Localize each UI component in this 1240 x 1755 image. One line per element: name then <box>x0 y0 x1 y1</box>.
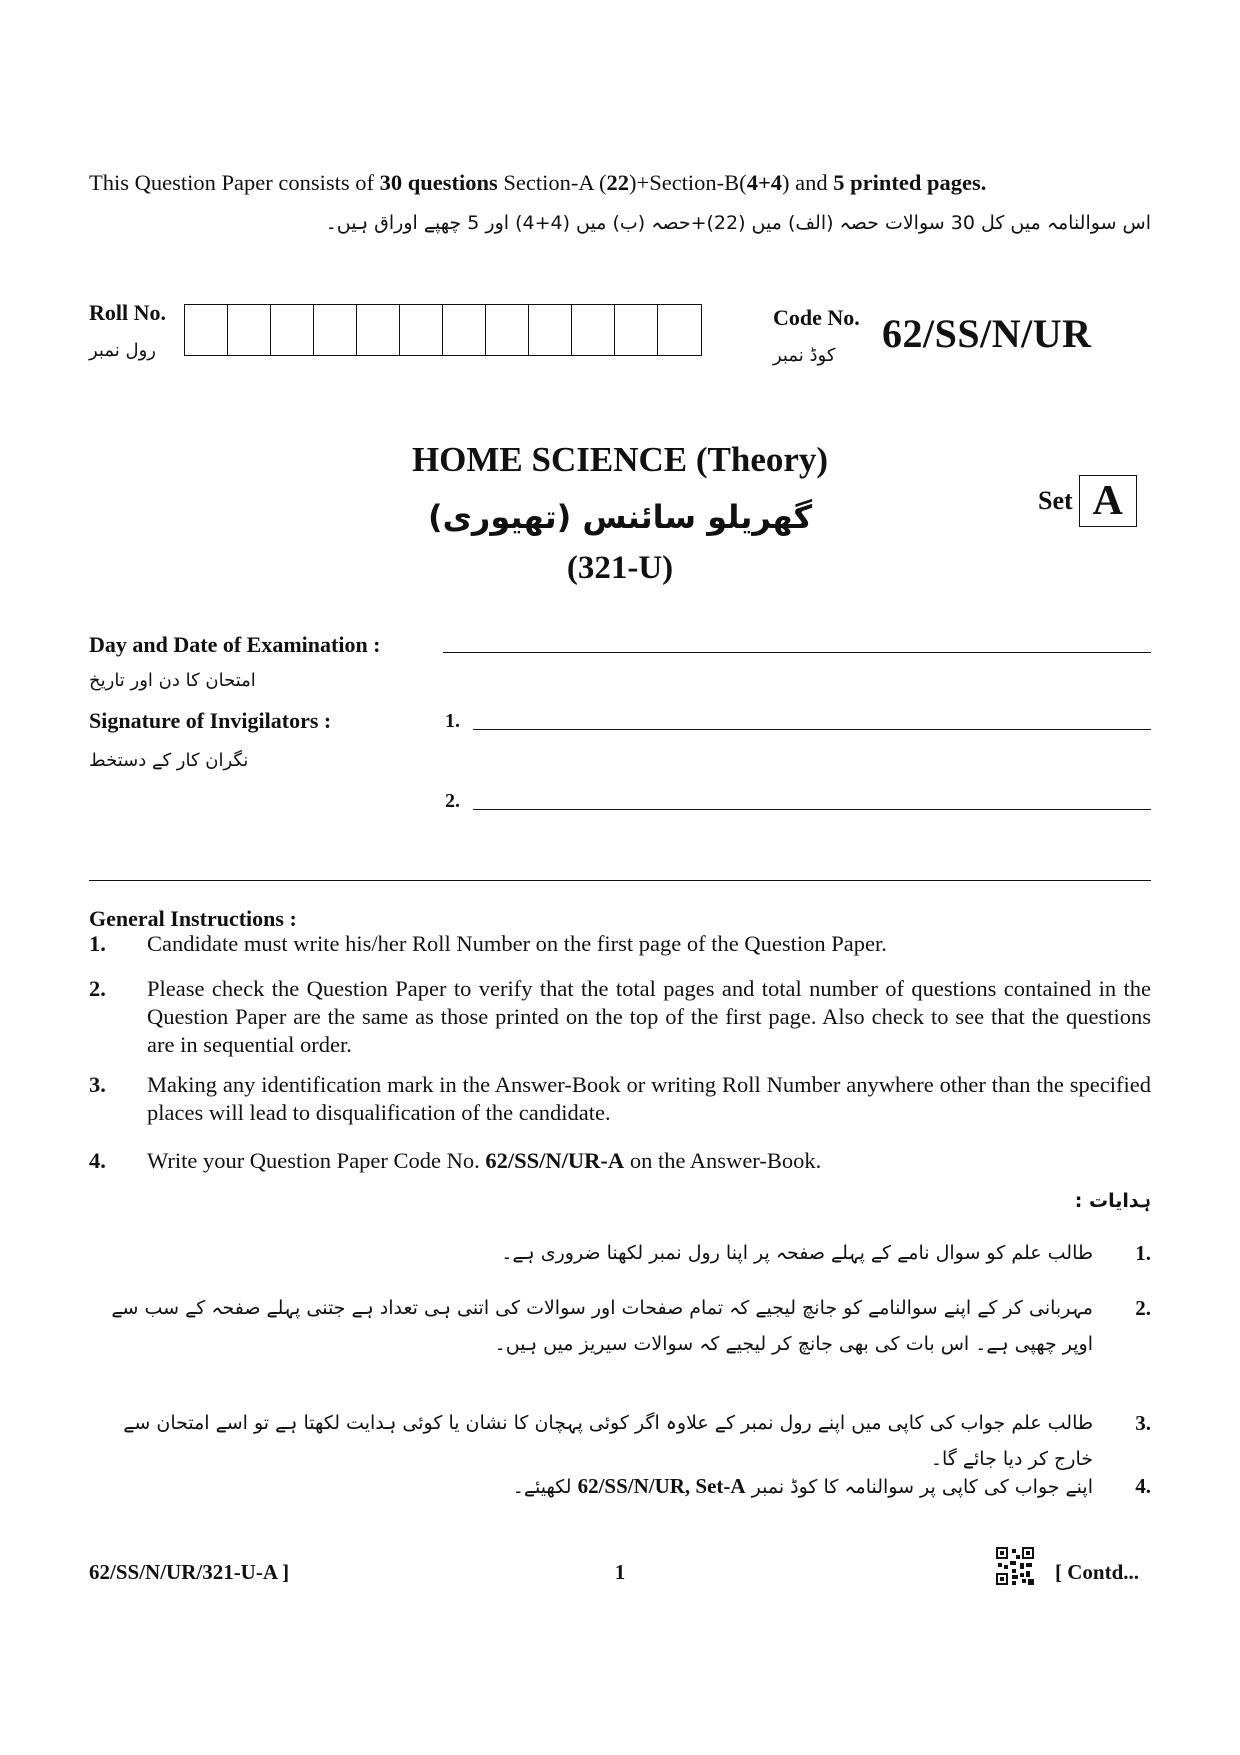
footer-paper-code: 62/SS/N/UR/321-U-A ] <box>89 1560 290 1584</box>
instruction-text <box>147 1147 1151 1175</box>
roll-label: Roll No. <box>89 300 166 325</box>
consists-section-b: 4+4 <box>746 170 783 195</box>
page-number: 1 <box>614 1560 626 1584</box>
urdu-instruction-number: 3. <box>1135 1411 1151 1435</box>
set-label: Set <box>1038 486 1073 515</box>
roll-number-box <box>658 305 701 355</box>
instruction-number: 1. <box>89 931 106 956</box>
roll-number-box <box>615 305 658 355</box>
signature-2-line <box>473 809 1151 810</box>
subject-code: (321-U) <box>566 550 674 586</box>
invigilator-signature-label-urdu: نگران کار کے دستخط <box>89 750 249 771</box>
urdu-instruction-text: طالب علم کو سوال نامے کے پہلے صفحہ پر اپنا رول نمبر لکھنا ضروری ہے۔ <box>501 1242 1093 1264</box>
urdu-instruction-text: مہربانی کر کے اپنے سوالنامے کو جانچ لیجیے کہ تمام صفحات اور سوالات کی اتنی ہی تعداد ہے جتنی پہلے صفحہ کے سب سے اوپر چھپی ہے۔ اس بات کی بھی جانچ کر لیجیے کہ سوالات سیریز میں ہیں۔ <box>111 1297 1093 1355</box>
continued-marker: [ Contd... <box>1055 1560 1140 1584</box>
consists-line <box>89 170 986 196</box>
consists-text: Section-A ( <box>497 170 607 195</box>
roll-number-box <box>443 305 486 355</box>
section-divider <box>89 880 1151 881</box>
code-label: Code No. <box>773 305 860 330</box>
instruction-number: 3. <box>89 1072 106 1097</box>
roll-number-box <box>400 305 443 355</box>
consists-line-urdu: اس سوالنامہ میں کل 30 سوالات حصہ (الف) میں (22)+حصہ (ب) میں (4+4) اور 5 چھپے اوراق ہیں۔ <box>325 212 1151 234</box>
instruction-item <box>89 1071 1151 1127</box>
instruction-text-part: on the Answer-Book. <box>624 1148 822 1173</box>
subject-title-urdu: گھریلو سائنس (تھیوری) <box>427 498 813 536</box>
urdu-instruction-item <box>89 1290 1151 1362</box>
code-value: 62/SS/N/UR <box>882 311 1092 356</box>
consists-section-a: 22 <box>606 170 630 195</box>
instruction-item <box>89 930 1151 958</box>
urdu-instruction-text-part: اپنے جواب کی کاپی پر سوالنامہ کا کوڈ نمبر <box>745 1476 1093 1498</box>
roll-number-box <box>228 305 271 355</box>
urdu-instruction-item <box>89 1405 1151 1477</box>
roll-number-box <box>529 305 572 355</box>
signature-1-line <box>473 729 1151 730</box>
roll-number-box <box>271 305 314 355</box>
subject-title: HOME SCIENCE (Theory) <box>411 440 829 479</box>
invigilator-signature-label: Signature of Invigilators : <box>89 708 332 733</box>
roll-number-boxes <box>184 304 702 356</box>
set-indicator <box>1038 475 1137 527</box>
code-label-urdu: کوڈ نمبر <box>773 345 836 366</box>
instruction-item <box>89 1147 1151 1175</box>
instruction-code: 62/SS/N/UR-A <box>485 1148 625 1173</box>
urdu-instruction-text: طالب علم جواب کی کاپی میں اپنے رول نمبر کے علاوہ اگر کوئی پہچان کا نشان یا کوئی ہدایت لکھتا ہے تو اسے امتحان سے خارج کر دیا جائے گا۔ <box>123 1412 1093 1470</box>
exam-date-label-urdu: امتحان کا دن اور تاریخ <box>89 670 256 691</box>
urdu-instruction-item <box>89 1235 1151 1271</box>
urdu-instruction-item <box>89 1468 1151 1505</box>
urdu-instruction-code: 62/SS/N/UR, Set-A <box>577 1474 746 1498</box>
urdu-instruction-text <box>89 1468 1093 1505</box>
roll-number-box <box>314 305 357 355</box>
consists-text: ) and <box>782 170 834 195</box>
instruction-text: Please check the Question Paper to verify that the total pages and total number of questions contained in the Question Paper are the same as those printed on the top of the first page. Also check to see that the questions are in sequential order. <box>147 976 1151 1057</box>
instruction-number: 4. <box>89 1148 106 1173</box>
instruction-number: 2. <box>89 976 106 1001</box>
exam-date-line <box>443 652 1151 653</box>
roll-number-box <box>572 305 615 355</box>
set-value: A <box>1079 475 1137 527</box>
consists-questions: 30 questions <box>379 170 498 195</box>
qr-code-icon <box>996 1547 1034 1585</box>
urdu-instruction-text-part: لکھیئے۔ <box>512 1476 578 1498</box>
roll-label-urdu: رول نمبر <box>89 340 156 361</box>
exam-date-label: Day and Date of Examination : <box>89 632 381 657</box>
roll-number-box <box>486 305 529 355</box>
general-instructions-title: General Instructions : <box>89 906 297 931</box>
instruction-text-part: Write your Question Paper Code No. <box>147 1148 486 1173</box>
urdu-instruction-number: 2. <box>1135 1296 1151 1320</box>
signature-2-number: 2. <box>445 790 460 812</box>
urdu-instruction-number: 1. <box>1135 1241 1151 1265</box>
instruction-text: Candidate must write his/her Roll Number on the first page of the Question Paper. <box>147 931 887 956</box>
instruction-item <box>89 975 1151 1059</box>
urdu-instructions-title: ہدایات : <box>1074 1190 1151 1212</box>
consists-pages: 5 printed pages. <box>833 170 987 195</box>
roll-number-box <box>357 305 400 355</box>
roll-number-box <box>185 305 228 355</box>
consists-text: )+Section-B( <box>629 170 747 195</box>
signature-1-number: 1. <box>445 710 460 732</box>
instruction-text: Making any identification mark in the Answer-Book or writing Roll Number anywhere other than the specified places will lead to disqualification of the candidate. <box>147 1072 1151 1125</box>
consists-text: This Question Paper consists of <box>89 170 380 195</box>
urdu-instruction-number: 4. <box>1135 1474 1151 1498</box>
